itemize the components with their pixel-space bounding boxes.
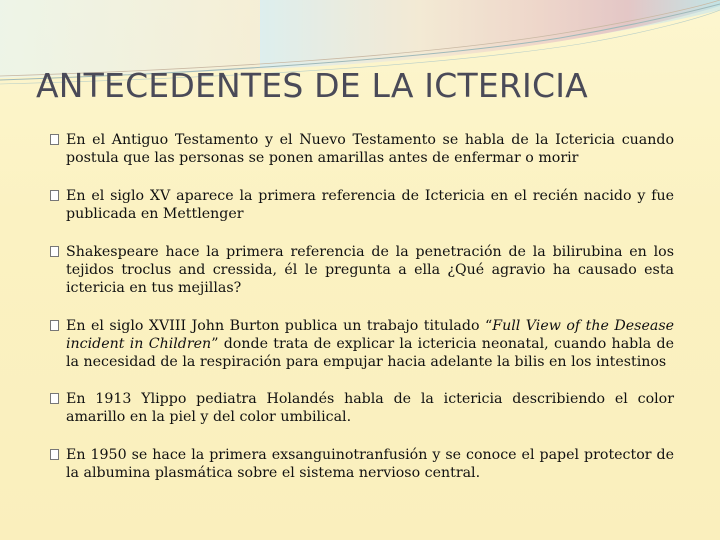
list-item xyxy=(50,390,674,426)
bullet-text: En 1950 se hace la primera exsanguinotranfusión y se conoce el papel protector de la albumina plasmática sobre el sistema nervioso central. xyxy=(66,447,674,481)
bullet-square-icon xyxy=(50,393,59,404)
bullet-list xyxy=(50,131,674,502)
bullet-text-after: ” donde trata de explicar la ictericia neonatal, cuando habla de la necesidad de la respiración para empujar hacia adelante la bilis en los intestinos xyxy=(66,336,674,370)
list-item xyxy=(50,243,674,297)
bullet-text: En el Antiguo Testamento y el Nuevo Testamento se habla de la Ictericia cuando postula que las personas se ponen amarillas antes de enfermar o morir xyxy=(66,132,674,166)
bullet-text: En el siglo XV aparece la primera referencia de Ictericia en el recién nacido y fue publicada en Mettlenger xyxy=(66,188,674,222)
bullet-text: En 1913 Ylippo pediatra Holandés habla de la ictericia describiendo el color amarillo en la piel y del color umbilical. xyxy=(66,391,674,425)
bullet-text-before: En el siglo XVIII John Burton publica un trabajo titulado “ xyxy=(66,318,493,334)
bullet-text: Shakespeare hace la primera referencia de la penetración de la bilirubina en los tejidos troclus and cressida, él le pregunta a ella ¿Qué agravio ha causado esta ictericia en tus mejillas? xyxy=(66,244,674,296)
slide-title: ANTECEDENTES DE LA ICTERICIA xyxy=(36,66,588,105)
list-item xyxy=(50,446,674,482)
bullet-square-icon xyxy=(50,246,59,257)
bullet-square-icon xyxy=(50,449,59,460)
list-item xyxy=(50,187,674,223)
bullet-square-icon xyxy=(50,320,59,331)
bullet-square-icon xyxy=(50,134,59,145)
list-item xyxy=(50,317,674,371)
bullet-square-icon xyxy=(50,190,59,201)
list-item xyxy=(50,131,674,167)
work-title: Full View of the Desease incident in Children xyxy=(66,318,674,352)
